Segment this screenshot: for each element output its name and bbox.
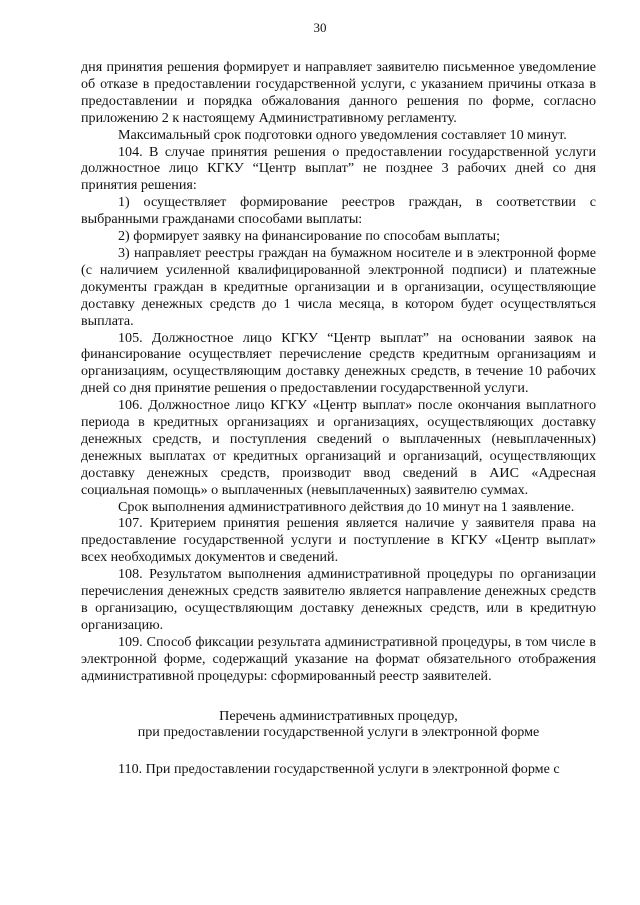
paragraph-104: 104. В случае принятия решения о предоставлении государственной услуги должностное лицо КГКУ “Центр выплат” не позднее 3 рабочих дней со дня принятия решения:	[81, 143, 596, 194]
paragraph-110: 110. При предоставлении государственной услуги в электронной форме с	[118, 761, 560, 778]
paragraph-104-item-2: 2) формирует заявку на финансирование по способам выплаты;	[118, 228, 501, 245]
paragraph-106-term: Срок выполнения административного действия до 10 минут на 1 заявление.	[118, 498, 575, 515]
document-body	[81, 59, 596, 778]
page-number: 30	[313, 20, 327, 35]
paragraph-108: 108. Результатом выполнения административной процедуры по организации перечисления денежных средств заявителю является направление денежных средств в организацию, осуществляющим доставку денежных средств, или в кредитную организацию.	[81, 566, 596, 633]
paragraph-109: 109. Способ фиксации результата административной процедуры, в том числе в электронной форме, содержащий указание на формат обязательного отображения административной процедуры: сформированный реестр заявителей.	[81, 633, 596, 684]
section-heading-line-1: Перечень административных процедур,	[219, 707, 458, 724]
section-heading-line-2: при предоставлении государственной услуги в электронной форме	[137, 724, 540, 741]
paragraph-105: 105. Должностное лицо КГКУ “Центр выплат” на основании заявок на финансирование осуществляет перечисление средств кредитным организациям и организациям, осуществляющим доставку денежных средств, в течение 10 рабочих дней со дня принятие решения о предоставлении государственной услуги.	[81, 329, 596, 397]
paragraph-104-item-3: 3) направляет реестры граждан на бумажном носителе и в электронной форме (с наличием усиленной квалифицированной электронной подписи) и платежные документы граждан в кредитные организации и в организации, осуществляющие доставку денежных средств до 1 числа месяца, в котором будет осуществляться выплата.	[81, 244, 596, 329]
paragraph-max-term: Максимальный срок подготовки одного уведомления составляет 10 минут.	[118, 126, 567, 143]
paragraph-continuation: дня принятия решения формирует и направляет заявителю письменное уведомление об отказе в предоставлении государственной услуги, с указанием причины отказа в предоставлении и порядка обжалования данного решения по форме, согласно приложению 2 к настоящему Административному регламенту.	[81, 59, 596, 126]
paragraph-106: 106. Должностное лицо КГКУ «Центр выплат» после окончания выплатного периода в кредитных организациях и организациях, осуществляющих доставку денежных средств, и поступления сведений о выплаченных (невыплаченных) денежных выплатах от кредитных организаций и организаций, осуществляющих доставку денежных средств, производит ввод сведений в АИС «Адресная социальная помощь» о выплаченных (невыплаченных) заявителю суммах.	[81, 397, 596, 498]
paragraph-104-item-1: 1) осуществляет формирование реестров граждан, в соответствии с выбранными гражданами способами выплаты:	[81, 194, 596, 228]
paragraph-107: 107. Критерием принятия решения является наличие у заявителя права на предоставление государственной услуги и поступление в КГКУ «Центр выплат» всех необходимых документов и сведений.	[81, 515, 596, 566]
